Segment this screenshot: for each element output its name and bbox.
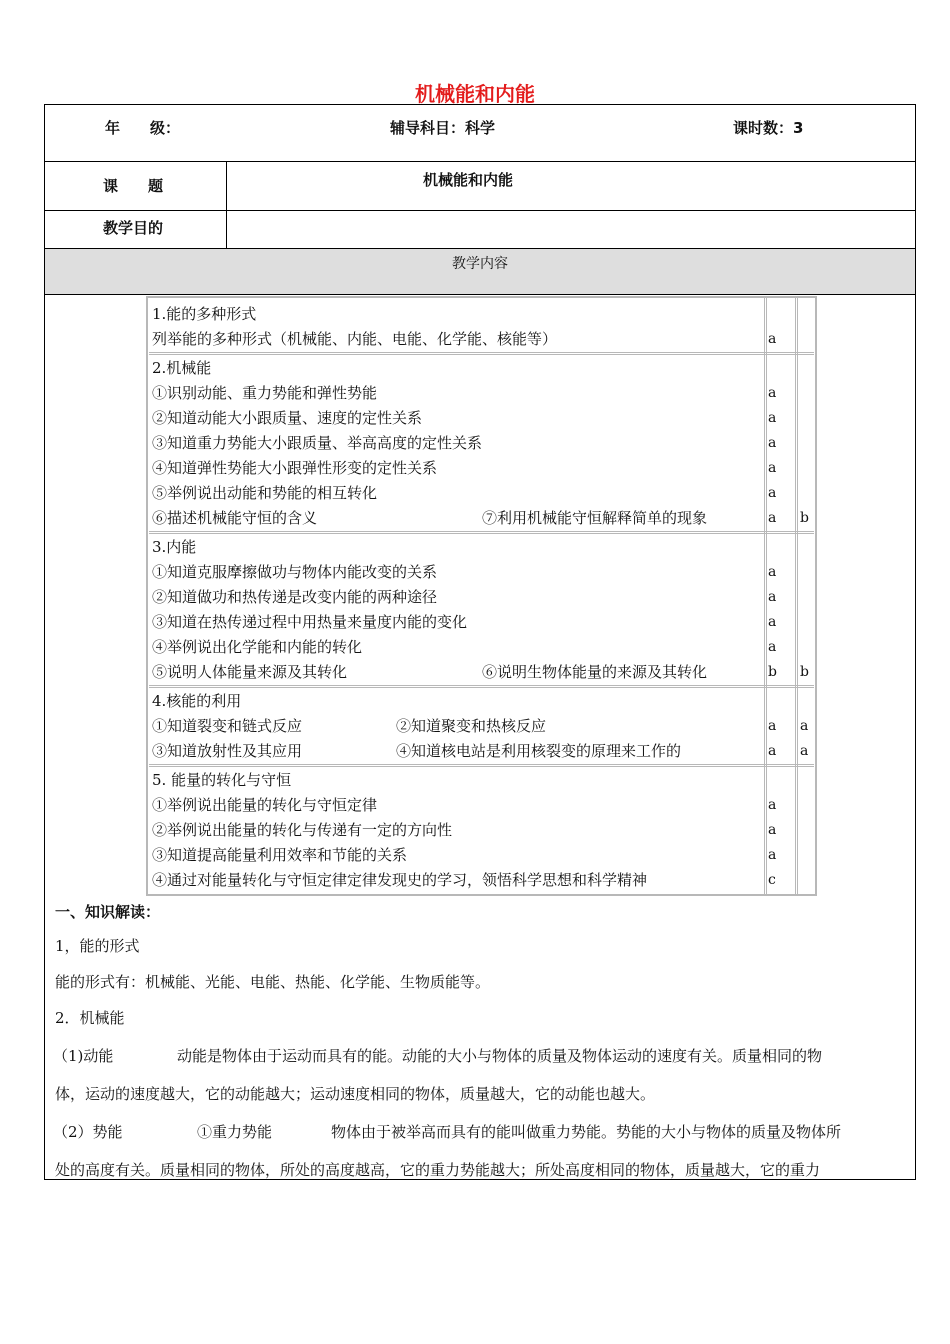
- row-divider: [45, 210, 915, 211]
- syllabus-item: ①知道克服摩擦做功与物体内能改变的关系: [152, 563, 438, 581]
- syllabus-table: [146, 296, 817, 896]
- syllabus-item: ③知道放射性及其应用: [152, 742, 303, 760]
- grade-column-divider: [795, 298, 798, 894]
- grade-mark: a: [768, 331, 777, 347]
- section-divider: [149, 352, 814, 355]
- paragraph: 能的形式有：机械能、光能、电能、热能、化学能、生物质能等。: [55, 973, 491, 991]
- grade-mark: a: [768, 743, 777, 759]
- row-divider: [45, 294, 915, 295]
- syllabus-item: ②知道动能大小跟质量、速度的定性关系: [152, 409, 423, 427]
- syllabus-item: 列举能的多种形式（机械能、内能、电能、化学能、核能等）: [152, 330, 558, 348]
- section-heading: 2.机械能: [152, 359, 212, 377]
- syllabus-item: ③知道提高能量利用效率和节能的关系: [152, 846, 408, 864]
- grade-mark: a: [800, 743, 809, 759]
- lesson-plan-table: [44, 104, 916, 1180]
- paragraph: 物体由于被举高而具有的能叫做重力势能。势能的大小与物体的质量及物体所: [331, 1123, 842, 1141]
- syllabus-item: ③知道在热传递过程中用热量来量度内能的变化: [152, 613, 468, 631]
- grade-mark: a: [768, 589, 777, 605]
- section-divider: [149, 685, 814, 688]
- grade-mark: a: [768, 822, 777, 838]
- grade-label: 年 级：: [105, 119, 181, 137]
- paragraph-label: （1)动能: [53, 1047, 114, 1065]
- paragraph: 1，能的形式: [55, 937, 140, 955]
- grade-mark: a: [768, 510, 777, 526]
- syllabus-item: ④知道核电站是利用核裂变的原理来工作的: [396, 742, 682, 760]
- subject-label: 辅导科目：科学: [390, 119, 496, 137]
- syllabus-item: ①举例说出能量的转化与守恒定律: [152, 796, 378, 814]
- objective-label: 教学目的: [103, 219, 164, 237]
- grade-mark: a: [768, 385, 777, 401]
- paragraph: 动能是物体由于运动而具有的能。动能的大小与物体的质量及物体运动的速度有关。质量相同的物: [177, 1047, 823, 1065]
- syllabus-item: ①知道裂变和链式反应: [152, 717, 303, 735]
- grade-mark: a: [768, 485, 777, 501]
- paragraph: 处的高度有关。质量相同的物体，所处的高度越高，它的重力势能越大；所处高度相同的物体，质量越大，它的重力: [55, 1161, 821, 1179]
- syllabus-item: ④举例说出化学能和内能的转化: [152, 638, 363, 656]
- grade-mark: a: [768, 718, 777, 734]
- topic-value: 机械能和内能: [423, 171, 514, 189]
- grade-mark: c: [768, 872, 776, 888]
- column-divider: [226, 161, 227, 249]
- content-header: 教学内容: [452, 256, 508, 272]
- topic-label: 课 题: [103, 177, 164, 195]
- grade-mark: a: [768, 614, 777, 630]
- grade-mark: b: [800, 510, 809, 526]
- syllabus-item: ④知道弹性势能大小跟弹性形变的定性关系: [152, 459, 438, 477]
- syllabus-item: ⑤说明人体能量来源及其转化: [152, 663, 348, 681]
- syllabus-item: ①识别动能、重力势能和弹性势能: [152, 384, 378, 402]
- paragraph: 2．机械能: [55, 1009, 125, 1027]
- grade-mark: a: [768, 847, 777, 863]
- document-title: 机械能和内能: [415, 82, 535, 106]
- paragraph: 体，运动的速度越大，它的动能越大；运动速度相同的物体，质量越大，它的动能也越大。: [55, 1085, 656, 1103]
- syllabus-item: ⑥描述机械能守恒的含义: [152, 509, 318, 527]
- section-heading: 4.核能的利用: [152, 692, 242, 710]
- paragraph-label: （2）势能: [53, 1123, 123, 1141]
- grade-mark: b: [768, 664, 777, 680]
- syllabus-item: ⑥说明生物体能量的来源及其转化: [482, 663, 708, 681]
- grade-mark: a: [768, 460, 777, 476]
- syllabus-item: ②知道聚变和热核反应: [396, 717, 547, 735]
- section-heading: 5. 能量的转化与守恒: [152, 771, 292, 789]
- grade-mark: a: [768, 797, 777, 813]
- grade-mark: a: [768, 410, 777, 426]
- syllabus-item: ②知道做功和热传递是改变内能的两种途径: [152, 588, 438, 606]
- syllabus-item: ④通过对能量转化与守恒定律定律发现史的学习，领悟科学思想和科学精神: [152, 871, 648, 889]
- grade-mark: a: [768, 639, 777, 655]
- section-heading: 3.内能: [152, 538, 197, 556]
- section-divider: [149, 764, 814, 767]
- syllabus-item: ③知道重力势能大小跟质量、举高高度的定性关系: [152, 434, 483, 452]
- syllabus-item: ⑤举例说出动能和势能的相互转化: [152, 484, 378, 502]
- paragraph-sublabel: ①重力势能: [197, 1123, 273, 1141]
- knowledge-heading: 一、知识解读：: [55, 903, 161, 921]
- grade-mark: b: [800, 664, 809, 680]
- grade-mark: a: [768, 564, 777, 580]
- grade-mark: a: [800, 718, 809, 734]
- grade-column-divider: [764, 298, 767, 894]
- syllabus-item: ②举例说出能量的转化与传递有一定的方向性: [152, 821, 453, 839]
- grade-mark: a: [768, 435, 777, 451]
- hours-label: 课时数：3: [733, 119, 804, 137]
- row-divider: [45, 161, 915, 162]
- syllabus-item: ⑦利用机械能守恒解释简单的现象: [482, 509, 708, 527]
- section-heading: 1.能的多种形式: [152, 305, 257, 323]
- section-divider: [149, 531, 814, 534]
